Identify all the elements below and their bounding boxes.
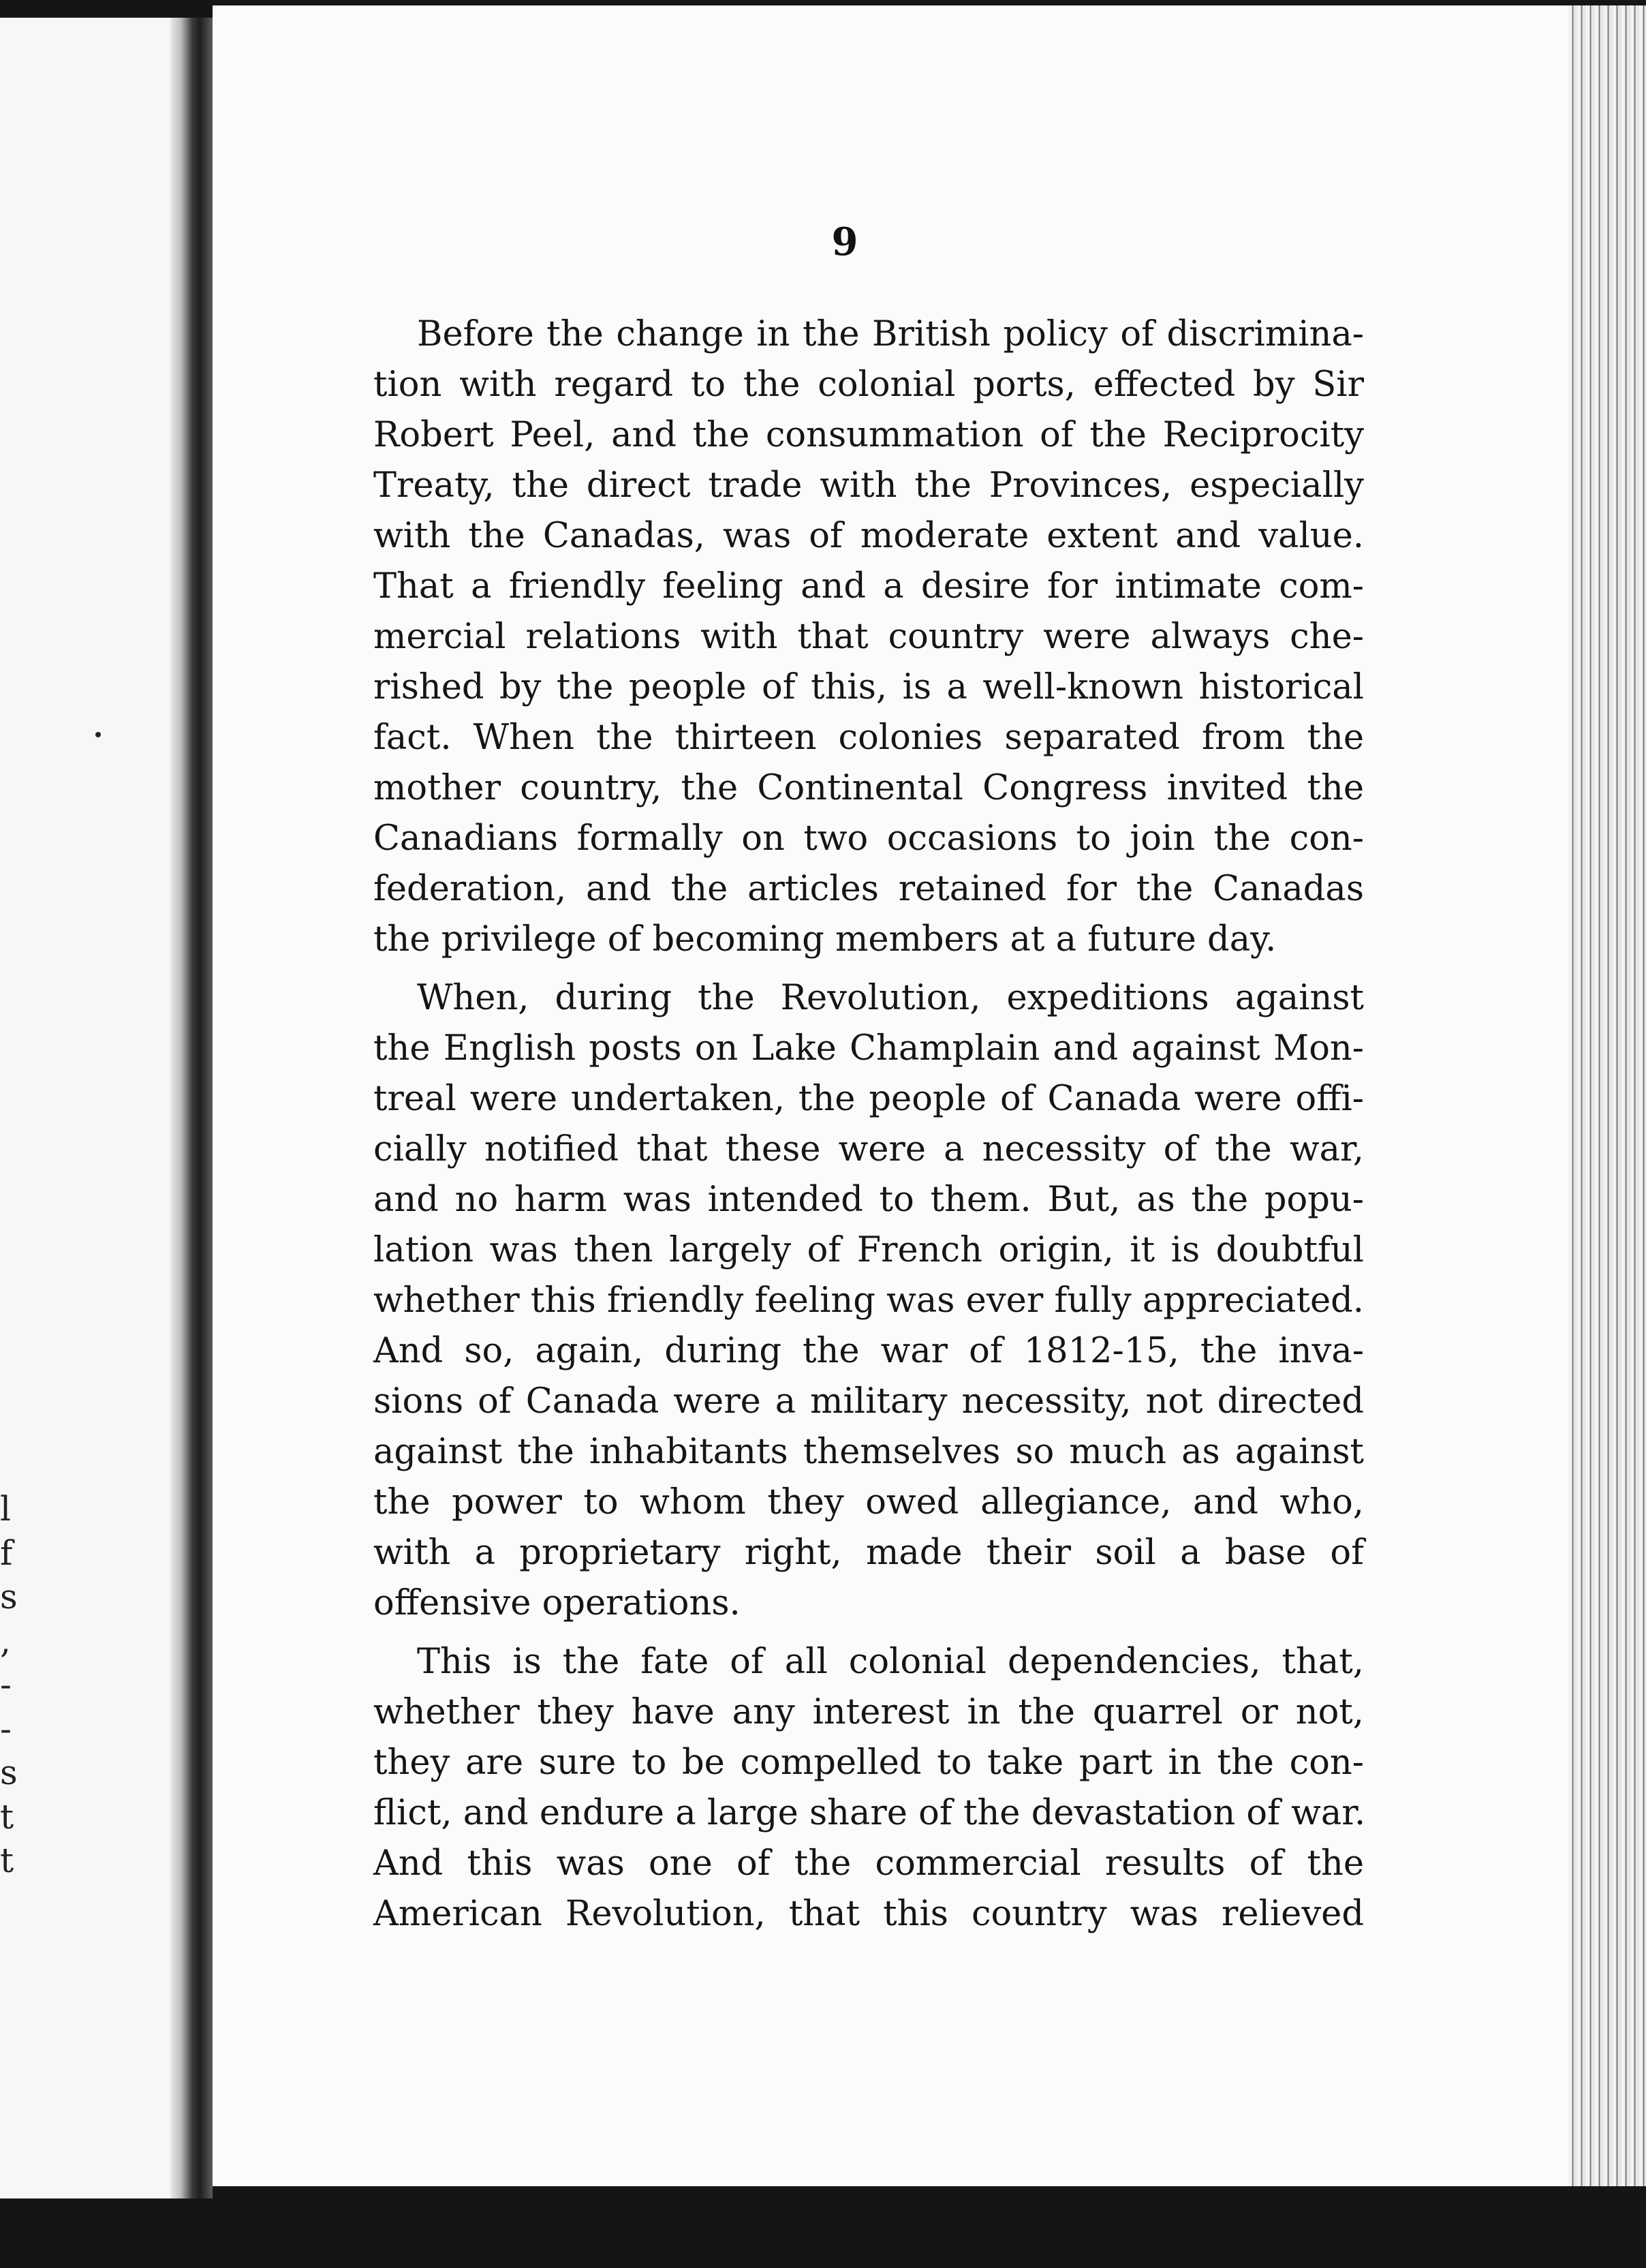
text-line: mother country, the Continental Congress invited the (373, 768, 1364, 808)
text-line: treal were undertaken, the people of Canada were offi- (373, 1079, 1364, 1119)
text-line: American Revolution, that this country was relieved (373, 1894, 1364, 1934)
text-line: And so, again, during the war of 1812-15, the inva- (373, 1331, 1364, 1371)
margin-letter: t (0, 1841, 14, 1880)
margin-letter: , (0, 1621, 11, 1661)
paragraph-1 (373, 309, 1364, 965)
left-page-cut-off-letters (0, 1487, 27, 1883)
text-line: That a friendly feeling and a desire for intimate com- (373, 566, 1364, 607)
text-line: rished by the people of this, is a well-known historical (373, 667, 1364, 707)
margin-letter: l (0, 1489, 11, 1529)
text-line: tion with regard to the colonial ports, effected by Sir (373, 365, 1364, 405)
text-line: When, during the Revolution, expeditions against (417, 978, 1364, 1018)
text-line: federation, and the articles retained for the Canadas (373, 869, 1364, 909)
text-line: fact. When the thirteen colonies separated from the (373, 718, 1364, 758)
paragraph-2 (373, 973, 1364, 1629)
text-line: lation was then largely of French origin, it is doubtful (373, 1230, 1364, 1270)
margin-letter: t (0, 1796, 14, 1837)
paragraph-3 (373, 1637, 1364, 1940)
text-line: with the Canadas, was of moderate extent and value. (373, 516, 1364, 556)
text-line: whether this friendly feeling was ever fully appreciated. (373, 1281, 1364, 1321)
book-gutter (170, 18, 213, 2198)
margin-letter: f (0, 1533, 13, 1573)
margin-letter: - (0, 1665, 12, 1704)
text-line: cially notified that these were a necessity of the war, (373, 1129, 1364, 1169)
text-line: against the inhabitants themselves so much as against (373, 1432, 1364, 1472)
text-line: Before the change in the British policy of discrimina- (417, 314, 1364, 354)
text-line: and no harm was intended to them. But, as the popu- (373, 1180, 1364, 1220)
margin-letter: - (0, 1708, 12, 1749)
text-line: they are sure to be compelled to take part in the con- (373, 1743, 1364, 1783)
text-line: the privilege of becoming members at a future day. (373, 919, 1277, 960)
page-edges (1568, 5, 1646, 2186)
left-page (0, 18, 196, 2198)
text-line: mercial relations with that country were always che- (373, 617, 1364, 657)
text-line: And this was one of the commercial results of the (373, 1843, 1364, 1884)
text-line: This is the fate of all colonial dependencies, that, (417, 1642, 1364, 1682)
text-line: with a proprietary right, made their soil a base of (373, 1533, 1364, 1573)
text-line: Robert Peel, and the consummation of the Reciprocity (373, 415, 1364, 455)
text-line: the English posts on Lake Champlain and against Mon- (373, 1028, 1364, 1069)
body-text (373, 309, 1364, 1948)
text-line: whether they have any interest in the quarrel or not, (373, 1692, 1364, 1732)
page-number: 9 (831, 219, 858, 264)
text-line: sions of Canada were a military necessity, not directed (373, 1381, 1364, 1422)
ink-speck (95, 732, 101, 737)
text-line: flict, and endure a large share of the devastation of war. (373, 1793, 1366, 1833)
text-line: Canadians formally on two occasions to join the con- (373, 818, 1364, 859)
text-line: Treaty, the direct trade with the Provinces, especially (373, 465, 1364, 506)
text-line: the power to whom they owed allegiance, and who, (373, 1482, 1364, 1522)
margin-letter: s (0, 1753, 18, 1792)
margin-letter: s (0, 1577, 18, 1616)
text-line: offensive operations. (373, 1583, 741, 1623)
